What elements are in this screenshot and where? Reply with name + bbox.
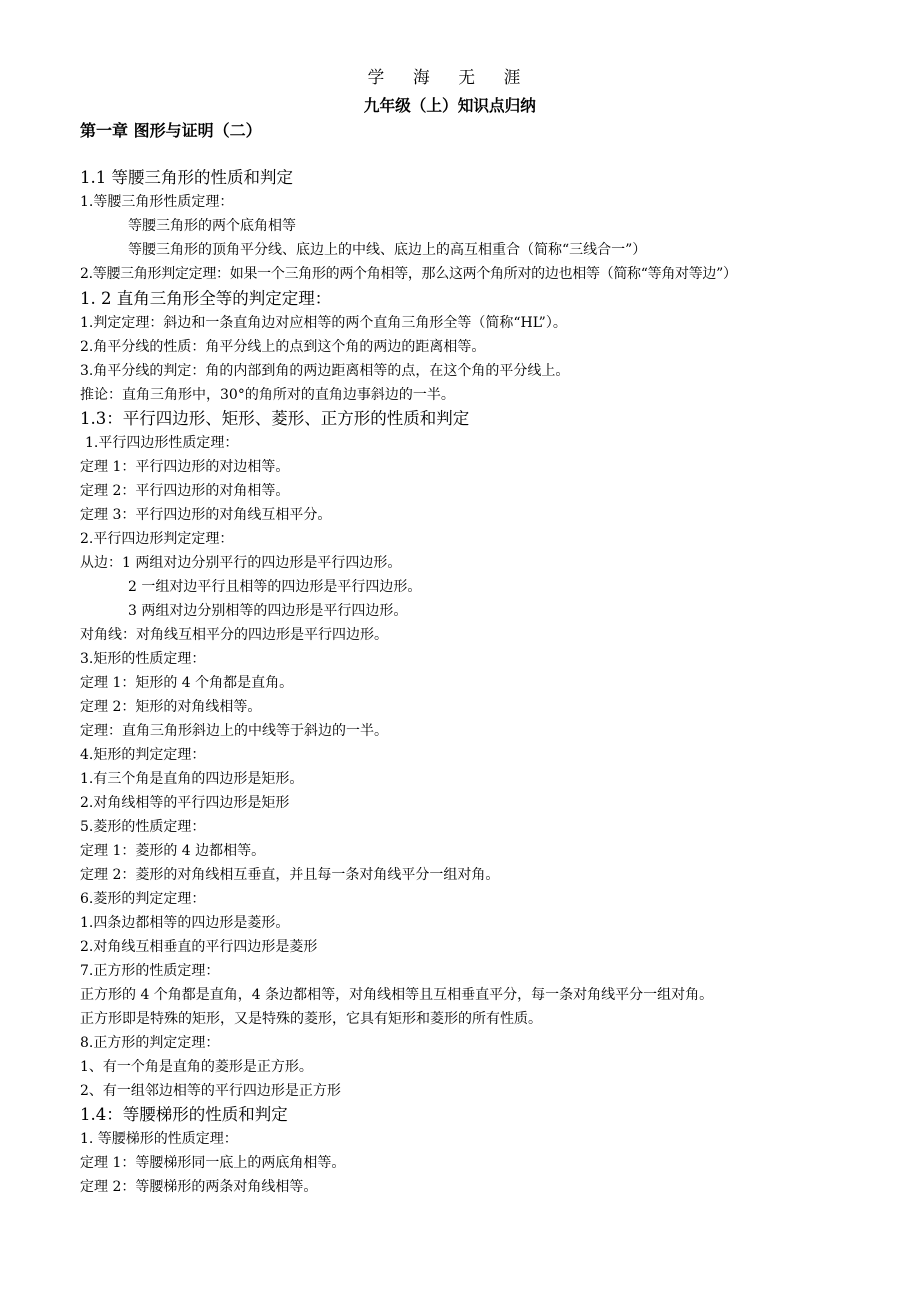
text-line: 定理：直角三角形斜边上的中线等于斜边的一半。 — [80, 723, 388, 739]
text-line: 1.平行四边形性质定理： — [85, 435, 239, 451]
text-line: 2.平行四边形判定定理： — [80, 531, 234, 547]
section-heading-1-3: 1.3：平行四边形、矩形、菱形、正方形的性质和判定 — [80, 409, 470, 428]
section-heading-1-2: 1. 2 直角三角形全等的判定定理： — [80, 289, 332, 308]
text-line: 1.判定定理：斜边和一条直角边对应相等的两个直角三角形全等（简称“HL”）。 — [80, 315, 567, 331]
text-line: 正方形即是特殊的矩形，又是特殊的菱形，它具有矩形和菱形的所有性质。 — [80, 1011, 542, 1027]
text-line: 2 一组对边平行且相等的四边形是平行四边形。 — [128, 579, 422, 595]
text-line: 定理 1：平行四边形的对边相等。 — [80, 459, 290, 475]
text-line: 定理 2：平行四边形的对角相等。 — [80, 483, 290, 499]
text-line: 7.正方形的性质定理： — [80, 963, 220, 979]
text-line: 3.矩形的性质定理： — [80, 651, 206, 667]
text-line: 推论：直角三角形中，30°的角所对的直角边事斜边的一半。 — [80, 387, 455, 403]
text-line: 6.菱形的判定定理： — [80, 891, 206, 907]
document-title: 九年级（上）知识点归纳 — [363, 96, 536, 115]
text-line: 1.四条边都相等的四边形是菱形。 — [80, 915, 290, 931]
motto-header: 学 海 无 涯 — [367, 68, 533, 88]
text-line: 2.角平分线的性质：角平分线上的点到这个角的两边的距离相等。 — [80, 339, 486, 355]
text-line: 正方形的 4 个角都是直角，4 条边都相等，对角线相等且互相垂直平分，每一条对角线平分一组对角。 — [80, 987, 714, 1003]
text-line: 3 两组对边分别相等的四边形是平行四边形。 — [128, 603, 408, 619]
chapter-heading: 第一章 图形与证明（二） — [80, 121, 262, 140]
text-line: 2、有一组邻边相等的平行四边形是正方形 — [80, 1083, 341, 1099]
text-line: 定理 1：菱形的 4 边都相等。 — [80, 843, 266, 859]
section-heading-1-4: 1.4：等腰梯形的性质和判定 — [80, 1105, 288, 1124]
text-line: 定理 2：等腰梯形的两条对角线相等。 — [80, 1179, 318, 1195]
text-line: 1.等腰三角形性质定理： — [80, 194, 234, 210]
text-line: 2.对角线互相垂直的平行四边形是菱形 — [80, 939, 318, 955]
text-line: 4.矩形的判定定理： — [80, 747, 206, 763]
text-line: 定理 3：平行四边形的对角线互相平分。 — [80, 507, 332, 523]
text-line: 8.正方形的判定定理： — [80, 1035, 220, 1051]
text-line: 1、有一个角是直角的菱形是正方形。 — [80, 1059, 313, 1075]
text-line: 等腰三角形的两个底角相等 — [128, 218, 296, 234]
text-line: 1. 等腰梯形的性质定理： — [80, 1131, 238, 1147]
text-line: 定理 1：矩形的 4 个角都是直角。 — [80, 675, 294, 691]
text-line: 定理 2：矩形的对角线相等。 — [80, 699, 262, 715]
text-line: 1.有三个角是直角的四边形是矩形。 — [80, 771, 304, 787]
text-line: 5.菱形的性质定理： — [80, 819, 206, 835]
text-line: 等腰三角形的顶角平分线、底边上的中线、底边上的高互相重合（简称“三线合一”） — [128, 242, 647, 258]
text-line: 2.等腰三角形判定定理：如果一个三角形的两个角相等，那么这两个角所对的边也相等（简称“等角对等边”） — [80, 266, 737, 282]
text-line: 从边：1 两组对边分别平行的四边形是平行四边形。 — [80, 555, 402, 571]
text-line: 定理 1：等腰梯形同一底上的两底角相等。 — [80, 1155, 346, 1171]
text-line: 3.角平分线的判定：角的内部到角的两边距离相等的点，在这个角的平分线上。 — [80, 363, 570, 379]
section-heading-1-1: 1.1 等腰三角形的性质和判定 — [80, 168, 293, 187]
text-line: 2.对角线相等的平行四边形是矩形 — [80, 795, 290, 811]
text-line: 对角线：对角线互相平分的四边形是平行四边形。 — [80, 627, 388, 643]
text-line: 定理 2：菱形的对角线相互垂直，并且每一条对角线平分一组对角。 — [80, 867, 500, 883]
